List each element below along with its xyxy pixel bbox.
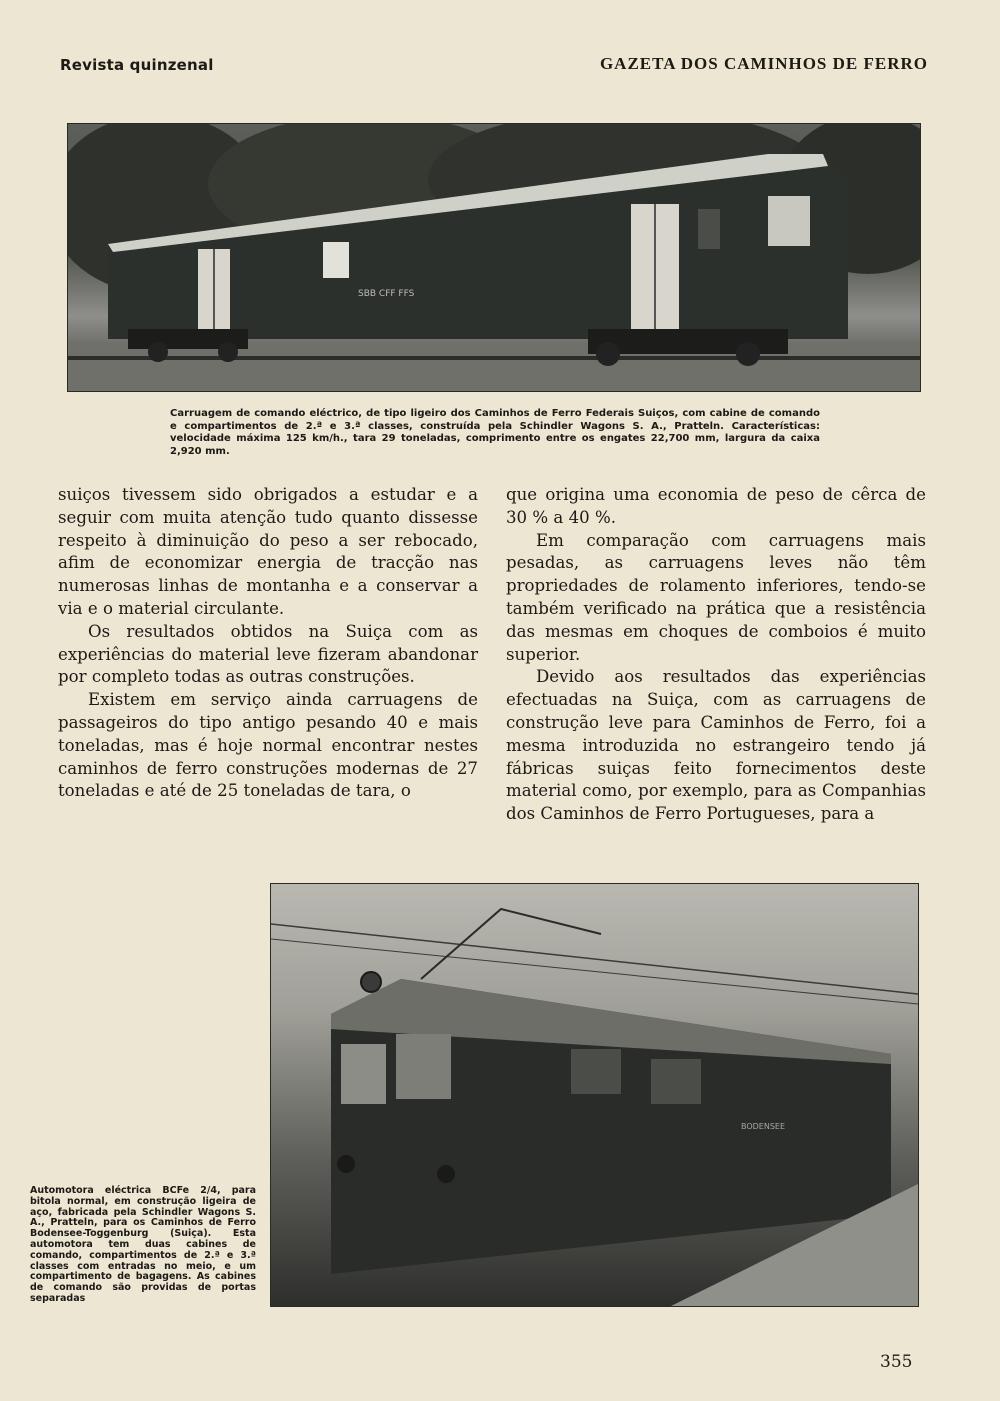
paragraph: Existem em serviço ainda carruagens de passageiros do tipo antigo pesando 40 e mais toneladas, mas é hoje normal encontrar nestes caminhos de ferro construções modernas de 27 toneladas e até de 25 toneladas de tara, o bbox=[58, 690, 478, 801]
paragraph: que origina uma economia de peso de cêrca de 30 % a 40 %. bbox=[506, 485, 926, 527]
paragraph: suiços tivessem sido obrigados a estudar e a seguir com muita atenção tudo quanto dissesse respeito à diminuição do peso a ser rebocado, afim de economizar energia de tracção nas numerosas linhas de montanha e a conservar a via e o material circulante. bbox=[58, 485, 478, 618]
paragraph: Devido aos resultados das experiências efectuadas na Suiça, com as carruagens de construção leve para Caminhos de Ferro, foi a mesma introduzida no estrangeiro tendo já fábricas suiças feito fornecimentos deste material como, por exemplo, para as Companhias dos Caminhos de Ferro Portugueses, para a bbox=[506, 667, 926, 824]
railcar-illustration bbox=[271, 884, 918, 1306]
page-number: 355 bbox=[880, 1352, 913, 1372]
article-column-left bbox=[58, 484, 478, 803]
article-column-right bbox=[506, 484, 926, 826]
coach-marking: SBB CFF FFS bbox=[358, 289, 415, 299]
paragraph: Os resultados obtidos na Suiça com as experiências do material leve fizeram abandonar por completo todas as outras construções. bbox=[58, 621, 478, 687]
coach-illustration bbox=[68, 124, 920, 391]
railcar-photo bbox=[270, 883, 919, 1307]
coach-photo-caption: Carruagem de comando eléctrico, de tipo ligeiro dos Caminhos de Ferro Federais Suiços, com cabine de comando e compartimentos de 2.ª e 3.ª classes, construída pela Schindler Wagons S. A., Pratteln. Características: velocidade máxima 125 km/h., tara 29 toneladas, comprimento entre os engates 22,700 mm, largura da caixa 2,920 mm. bbox=[170, 408, 820, 457]
railcar-photo-caption: Automotora eléctrica BCFe 2/4, para bitola normal, em construção ligeira de aço, fabricada pela Schindler Wagons S. A., Pratteln, para os Caminhos de Ferro Bodensee-Toggenburg (Suiça). Esta automotora tem duas cabines de comando, compartimentos de 2.ª e 3.ª classes com entradas no meio, e um compartimento de bagagens. As cabines de comando são providas de portas separadas bbox=[30, 1185, 256, 1304]
paragraph: Em comparação com carruagens mais pesadas, as carruagens leves não têm propriedades de rolamento inferiores, tendo-se também verificado na prática que a resistência das mesmas em choques de comboios é muito superior. bbox=[506, 530, 926, 664]
railcar-marking: BODENSEE bbox=[741, 1122, 786, 1131]
running-header-title: GAZETA DOS CAMINHOS DE FERRO bbox=[599, 54, 928, 73]
coach-photo bbox=[67, 123, 921, 392]
running-header-left: Revista quinzenal bbox=[60, 56, 214, 74]
